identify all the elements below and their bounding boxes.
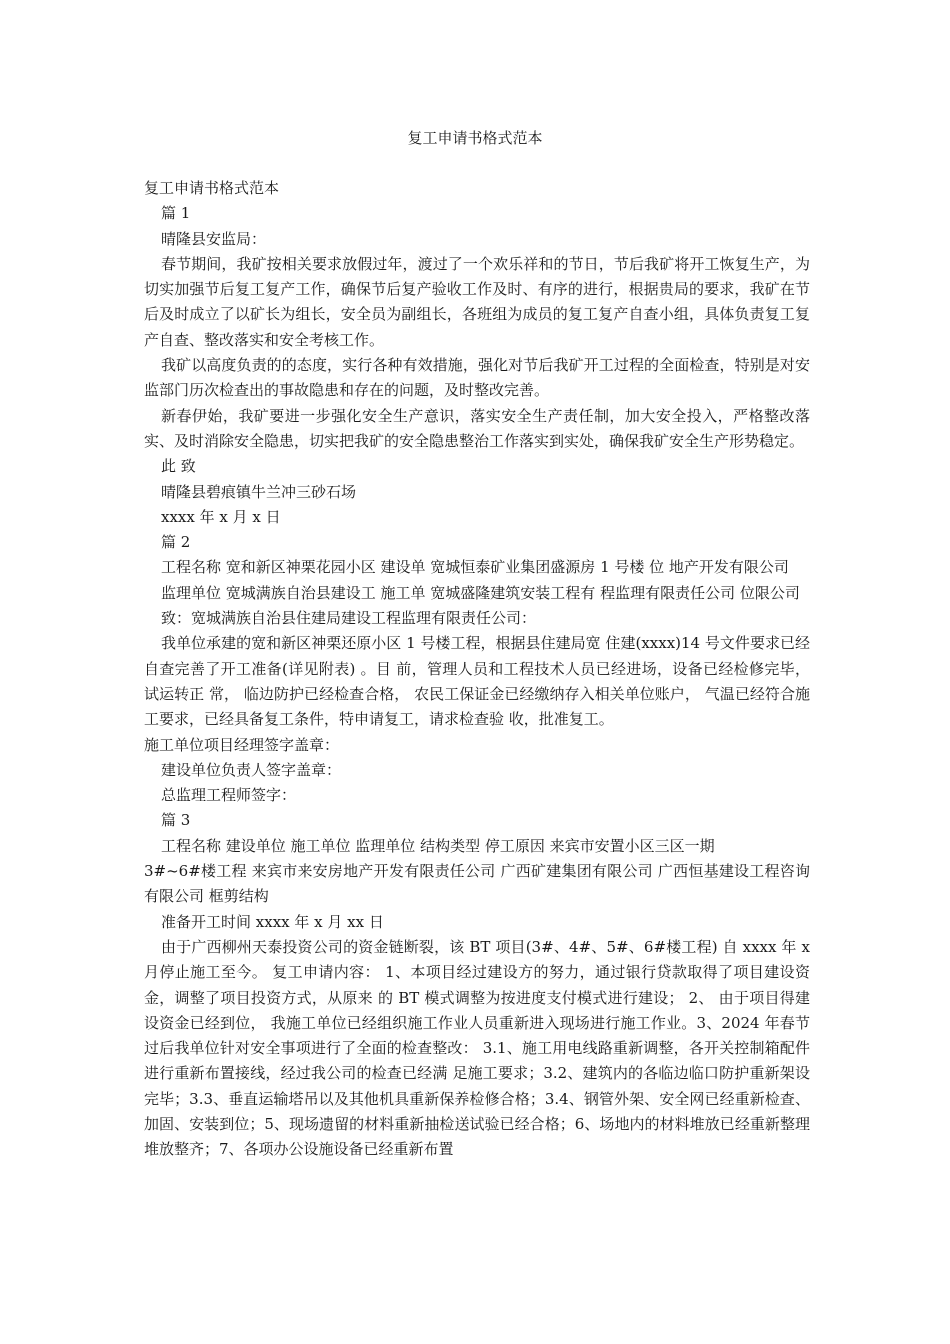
signature-line: 施工单位项目经理签字盖章： [144, 735, 340, 754]
paragraph: 春节期间，我矿按相关要求放假过年，渡过了一个欢乐祥和的节日，节后我矿将开工恢复生产，为切实加强节后复工复产工作，确保节后复产验收工作及时、有序的进行，根据贵局的要求，我矿在节后及时成立了以矿长为组长，安全员为副组长，各班组为成员的复工复产自查小组，具体负责复工复产自查、整改落实和安全考核工作。 [144, 254, 810, 349]
signature-date: xxxx 年 x 月 x 日 [161, 507, 281, 526]
project-info: 工程名称 宽和新区神栗花园小区 建设单 宽城恒泰矿业集团盛源房 1 号楼 位 地产开发有限公司 [161, 558, 789, 577]
signature-organization: 晴隆县碧痕镇牛兰冲三砂石场 [161, 482, 357, 501]
signature-line: 建设单位负责人签字盖章： [161, 760, 342, 779]
addressee: 致：宽城满族自治县住建局建设工程监理有限责任公司： [161, 609, 537, 628]
part-label-2: 篇 2 [161, 533, 191, 552]
part-label-1: 篇 1 [161, 204, 191, 223]
document-body [144, 176, 810, 1163]
paragraph: 新春伊始，我矿要进一步强化安全生产意识，落实安全生产责任制，加大安全投入，严格整改落实、及时消除安全隐患，切实把我矿的安全隐患整治工作落实到实处，确保我矿安全生产形势稳定。 [144, 406, 810, 450]
part-label-3: 篇 3 [161, 811, 191, 830]
start-date: 准备开工时间 xxxx 年 x 月 xx 日 [161, 912, 384, 931]
section-heading: 复工申请书格式范本 [144, 179, 280, 197]
project-info: 监理单位 宽城满族自治县建设工 施工单 宽城盛隆建筑安装工程有 程监理有限责任公司 位限公司 [161, 583, 800, 602]
document-title: 复工申请书格式范本 [407, 129, 543, 147]
closing: 此 致 [161, 457, 196, 476]
project-info: 工程名称 建设单位 施工单位 监理单位 结构类型 停工原因 来宾市安置小区三区一期 [161, 836, 715, 855]
paragraph: 我单位承建的宽和新区神栗还原小区 1 号楼工程，根据县住建局宽 住建(xxxx)14 号文件要求已经自查完善了开工准备(详见附表) 。目 前，管理人员和工程技术人员已经进场，设备已经检修完毕，试运转正 常， 临边防护已经检查合格， 农民工保证金已经缴纳存入相关单位账户， 气温已经符合施工要求，已经具备复工条件，特申请复工，请求检查验 收，批准复工。 [144, 634, 810, 729]
project-info: 3#~6#楼工程 来宾市来安房地产开发有限责任公司 广西矿建集团有限公司 广西恒基建设工程咨询有限公司 框剪结构 [144, 862, 810, 906]
signature-line: 总监理工程师签字： [161, 786, 297, 805]
addressee: 晴隆县安监局： [161, 229, 267, 248]
paragraph: 由于广西柳州天泰投资公司的资金链断裂，该 BT 项目(3#、4#、5#、6#楼工程) 自 xxxx 年 x 月停止施工至今。 复工申请内容： 1、本项目经过建设方的努力，通过银行贷款取得了项目建设资金，调整了项目投资方式，从原来 的 BT 模式调整为按进度支付模式进行建设； 2、 由于项目得建设资金已经到位， 我施工单位已经组织施工作业人员重新进入现场进行施工作业。3、2024 年春节过后我单位针对安全事项进行了全面的检查整改： 3.1、施工用电线路重新调整，各开关控制箱配件进行重新布置接线，经过我公司的检查已经满 足施工要求；3.2、建筑内的各临边临口防护重新架设完毕；3.3、垂直运输塔吊以及其他机具重新保养检修合格；3.4、钢管外架、安全网已经重新检查、加固、安装到位；5、现场遗留的材料重新抽检送试验已经合格；6、场地内的材料堆放已经重新整理堆放整齐；7、各项办公设施设备已经重新布置 [144, 937, 810, 1159]
paragraph: 我矿以高度负责的的态度，实行各种有效措施，强化对节后我矿开工过程的全面检查，特别是对安监部门历次检查出的事故隐患和存在的问题，及时整改完善。 [144, 356, 810, 400]
